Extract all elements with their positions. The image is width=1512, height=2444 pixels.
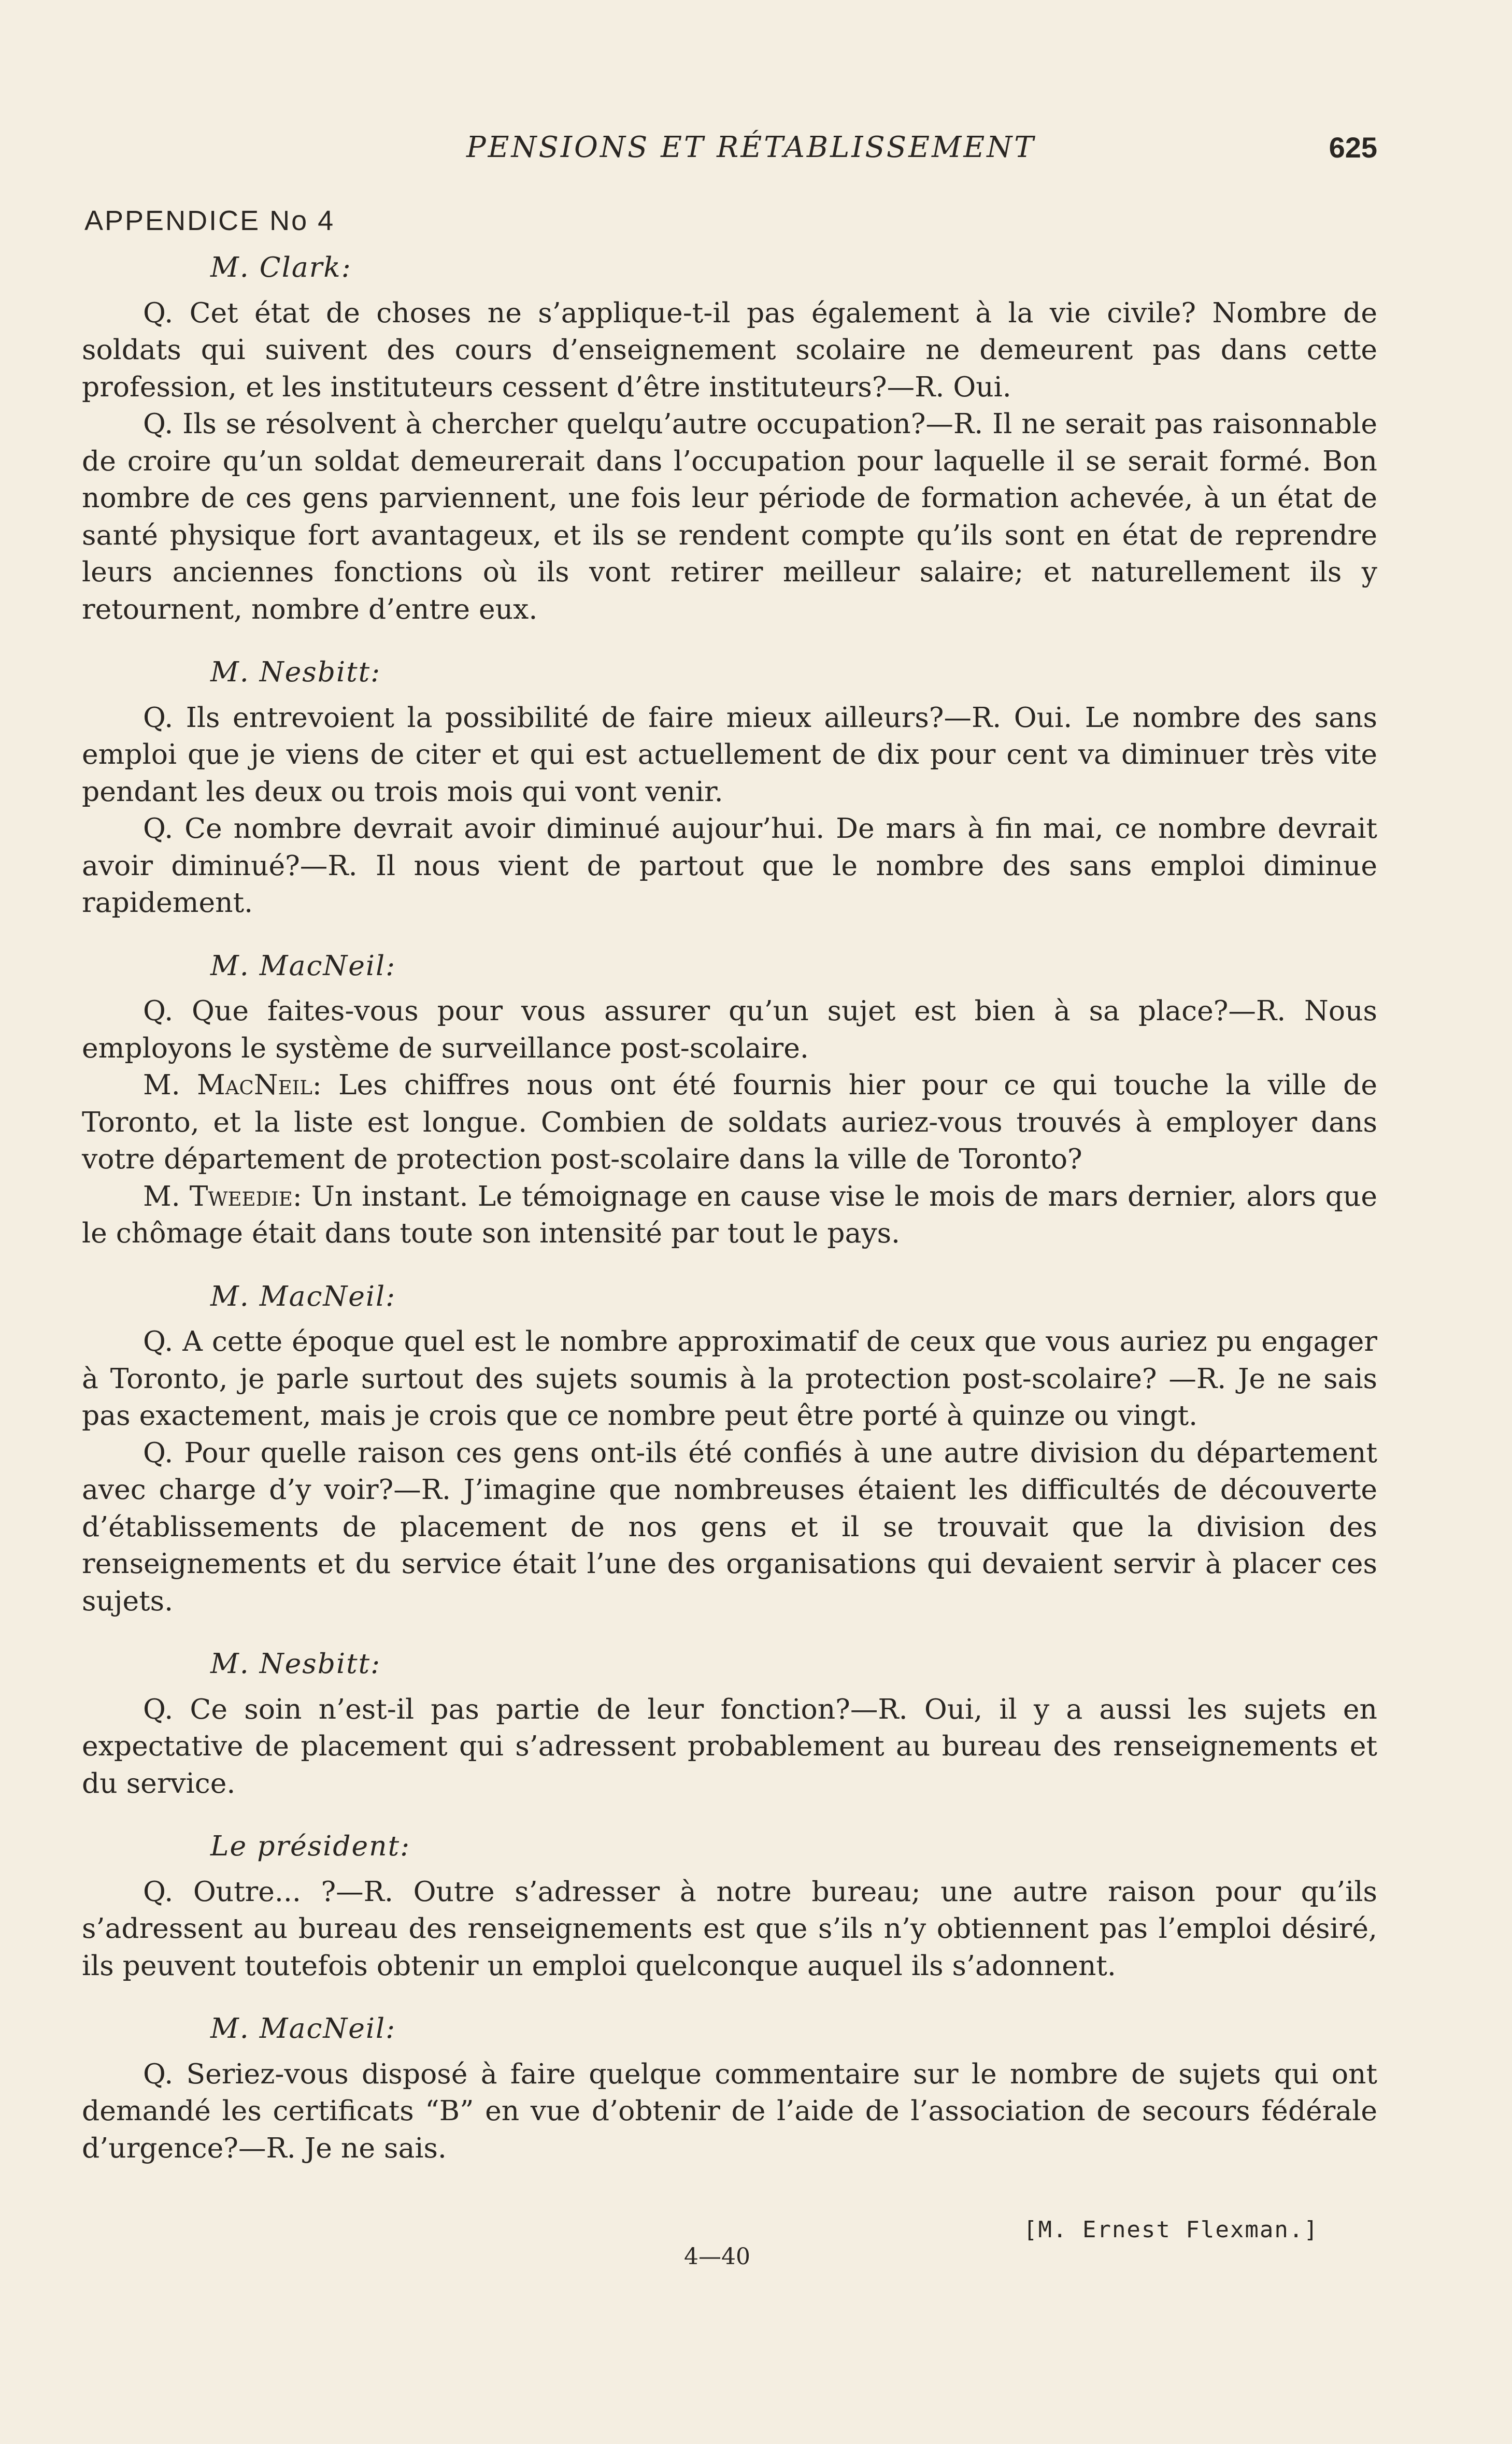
signature-mark: 4—40 <box>684 2243 750 2270</box>
paragraph <box>82 1178 1377 1252</box>
paragraph: Q. Seriez-vous disposé à faire quelque commentaire sur le nombre de sujets qui ont demandé les certificats “B” en vue d’obtenir de l’aide de l’association de secours fédérale d’urgence?—R. Je ne sais. <box>82 2057 1377 2164</box>
paragraph: Q. Ils se résolvent à chercher quelqu’autre occupation?—R. Il ne serait pas raisonnable de croire qu’un soldat demeurerait dans l’occupation pour laquelle il se serait formé. Bon nombre de ces gens parviennent, une fois leur période de formation achevée, à un état de santé physique fort avantageux, et ils se rendent compte qu’ils sont en état de reprendre leurs anciennes fonctions où ils vont retirer meilleur salaire; et naturellement ils y retournent, nombre d’entre eux. <box>82 407 1377 625</box>
paragraph: Q. Cet état de choses ne s’applique-t-il pas également à la vie civile? Nombre de soldats qui suivent des cours d’enseignement scolaire ne demeurent pas dans cette profession, et les instituteurs cessent d’être instituteurs?—R. Oui. <box>82 296 1377 403</box>
paragraph: Q. Ils entrevoient la possibilité de faire mieux ailleurs?—R. Oui. Le nombre des sans emploi que je viens de citer et qui est actuellement de dix pour cent va diminuer très vite pendant les deux ou trois mois qui vont venir. <box>82 701 1377 808</box>
speaker-heading: M. Clark: <box>210 251 352 283</box>
appendix-label: APPENDICE No 4 <box>84 205 335 236</box>
paragraph: Q. Pour quelle raison ces gens ont-ils été confiés à une autre division du département avec charge d’y voir?—R. J’imagine que nombreuses étaient les difficultés de découverte d’établissements de placement de nos gens et il se trouvait que la division des renseignements et du service était l’une des organisations qui devaient servir à placer ces sujets. <box>82 1436 1377 1617</box>
paragraph: Q. Outre... ?—R. Outre s’adresser à notre bureau; une autre raison pour qu’ils s’adressent au bureau des renseignements est que s’ils n’y obtiennent pas l’emploi désiré, ils peuvent toutefois obtenir un emploi quelconque auquel ils s’adonnent. <box>82 1875 1377 1982</box>
speaker-inline: M. Tweedie: <box>143 1179 302 1212</box>
running-header-title: PENSIONS ET RÉTABLISSEMENT <box>466 131 1036 164</box>
speaker-heading: M. MacNeil: <box>210 949 396 982</box>
speaker-inline: M. MacNeil: <box>143 1068 322 1101</box>
speaker-heading: Le président: <box>210 1830 411 1862</box>
paragraph-text: Un instant. Le témoignage en cause vise le mois de mars dernier, alors que le chômage était dans toute son intensité par tout le pays. <box>82 1179 1377 1249</box>
paragraph <box>82 1066 1377 1178</box>
paragraph: Q. Que faites-vous pour vous assurer qu’un sujet est bien à sa place?—R. Nous employons le système de surveillance post-scolaire. <box>82 994 1377 1064</box>
page-number: 625 <box>1329 131 1377 164</box>
paragraph-text: Les chiffres nous ont été fournis hier pour ce qui touche la ville de Toronto, et la liste est longue. Combien de soldats auriez-vous trouvés à employer dans votre département de protection post-scolaire dans la ville de Toronto? <box>82 1068 1377 1175</box>
speaker-heading: M. Nesbitt: <box>210 655 381 688</box>
speaker-heading: M. MacNeil: <box>210 1279 396 1312</box>
paragraph: Q. A cette époque quel est le nombre approximatif de ceux que vous auriez pu engager à Toronto, je parle surtout des sujets soumis à la protection post-scolaire? —R. Je ne sais pas exactement, mais je crois que ce nombre peut être porté à quinze ou vingt. <box>82 1325 1377 1432</box>
document-body <box>82 249 1377 2166</box>
paragraph: Q. Ce nombre devrait avoir diminué aujour’hui. De mars à fin mai, ce nombre devrait avoir diminué?—R. Il nous vient de partout que le nombre des sans emploi diminue rapidement. <box>82 812 1377 919</box>
speaker-heading: M. Nesbitt: <box>210 1647 381 1680</box>
speaker-heading: M. MacNeil: <box>210 2012 396 2045</box>
paragraph: Q. Ce soin n’est-il pas partie de leur fonction?—R. Oui, il y a aussi les sujets en expectative de placement qui s’adressent probablement au bureau des renseignements et du service. <box>82 1692 1377 1799</box>
witness-note: [M. Ernest Flexman.] <box>1023 2217 1319 2243</box>
